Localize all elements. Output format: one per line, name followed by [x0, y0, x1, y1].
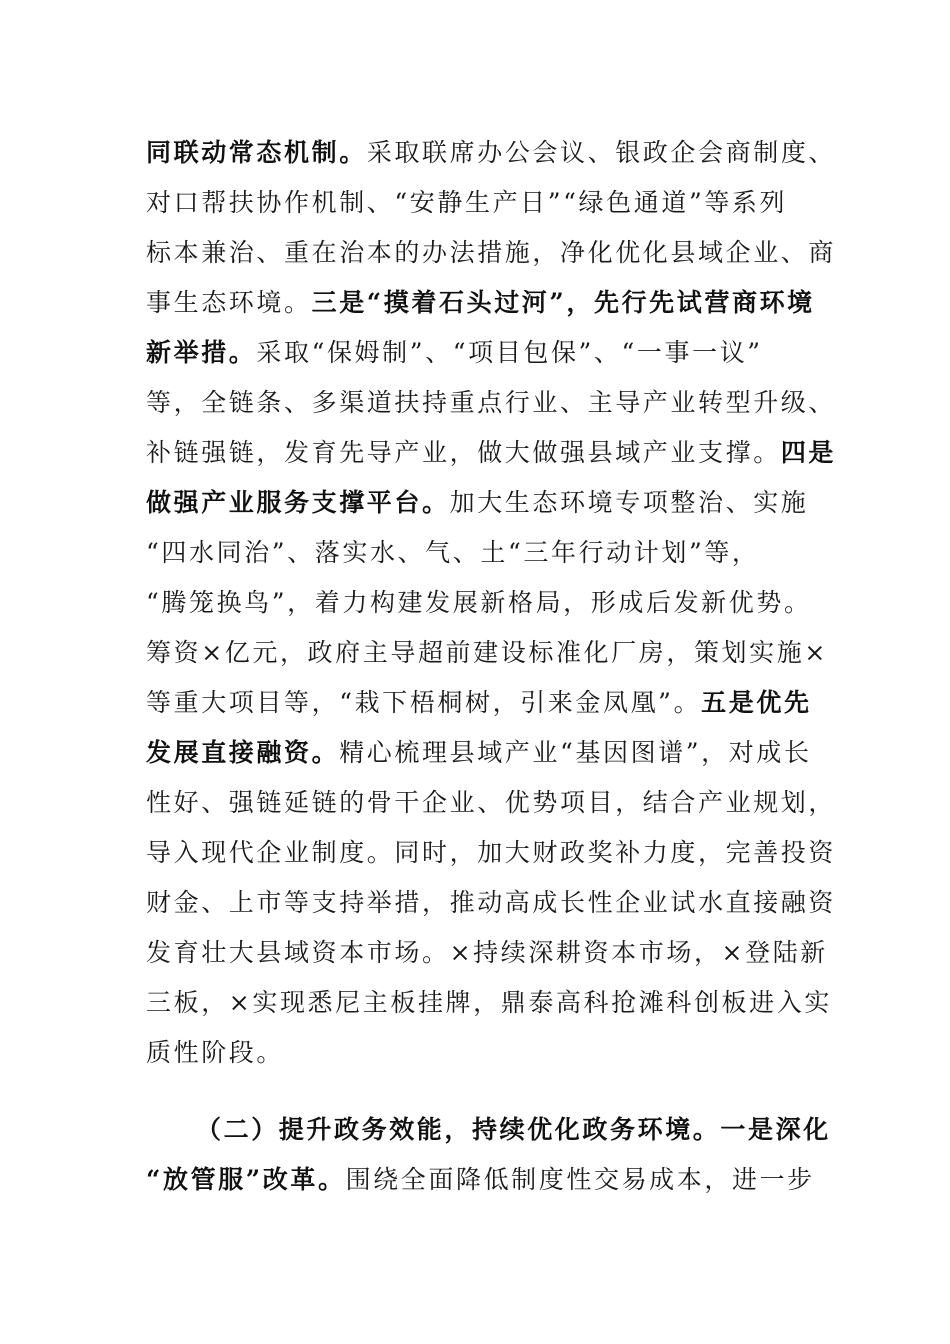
- text-run: 事生态环境。: [146, 288, 312, 317]
- text-run: 筹资×亿元，政府主导超前建设标准化厂房，策划实施×: [146, 638, 828, 667]
- text-line: [146, 928, 828, 978]
- text-line: [146, 578, 812, 628]
- text-run: 性好、强链延链的骨干企业、优势项目，结合产业规划，: [146, 788, 837, 817]
- text-line: [146, 1155, 815, 1205]
- text-run: 补链强链，发育先导产业，做大做强县域产业支撑。: [146, 438, 781, 467]
- text-line: [146, 178, 806, 228]
- body-text: [146, 128, 837, 1205]
- text-line: [146, 228, 837, 278]
- text-run: 三板，×实现悉尼主板挂牌，鼎泰高科抢滩科创板进入实: [146, 988, 832, 1017]
- text-run: “四水同治”、落实水、气、土“三年行动计划”等，: [146, 538, 760, 567]
- bold-text-run: 发展直接融资。: [146, 738, 340, 767]
- bold-text-run: 三是“摸着石头过河”，先行先试营商环境: [311, 288, 815, 317]
- bold-text-run: 同联动常态机制。: [146, 138, 367, 167]
- text-run: 等重大项目等，“栽下梧桐树，引来金凤凰”。: [146, 688, 702, 717]
- text-line: [146, 878, 837, 928]
- text-run: 质性阶段。: [146, 1038, 285, 1067]
- bold-text-run: 四是: [780, 438, 837, 467]
- text-run: 发育壮大县域资本市场。×持续深耕资本市场，×登陆新: [146, 938, 828, 967]
- text-line: [146, 628, 828, 678]
- text-line: [146, 678, 812, 728]
- bold-text-run: （二）提升政务效能，持续优化政务环境。一是深化: [196, 1115, 831, 1144]
- text-line: [146, 828, 837, 878]
- bold-text-run: 做强产业服务支撑平台。: [146, 488, 450, 517]
- text-run: 精心梳理县域产业“基因图谱”，对成长: [339, 738, 812, 767]
- text-line: [146, 1105, 831, 1155]
- text-line: [146, 1028, 806, 1078]
- text-run: 围绕全面降低制度性交易成本，进一步: [345, 1165, 815, 1194]
- text-line: [146, 428, 837, 478]
- text-line: [146, 478, 809, 528]
- bold-text-run: 五是优先: [701, 688, 812, 717]
- text-run: 采取“保姆制”、“项目包保”、“一事一议”: [256, 338, 763, 367]
- text-line: [146, 128, 837, 178]
- text-line: [146, 728, 812, 778]
- text-run: 对口帮扶协作机制、“安静生产日”“绿色通道”等系列: [146, 188, 788, 217]
- text-line: [146, 978, 832, 1028]
- bold-text-run: 新举措。: [146, 338, 257, 367]
- text-run: 等，全链条、多渠道扶持重点行业、主导产业转型升级、: [146, 388, 837, 417]
- text-line: [146, 328, 806, 378]
- text-line: [146, 278, 815, 328]
- text-line: [146, 528, 806, 578]
- text-run: 采取联席办公会议、银政企会商制度、: [366, 138, 837, 167]
- text-run: 标本兼治、重在治本的办法措施，净化优化县域企业、商: [146, 238, 837, 267]
- text-line: [146, 778, 837, 828]
- text-line: [146, 378, 837, 428]
- text-run: “腾笼换鸟”，着力构建发展新格局，形成后发新优势。: [146, 588, 812, 617]
- bold-text-run: “放管服”改革。: [146, 1165, 346, 1194]
- text-run: 加大生态环境专项整治、实施: [449, 488, 809, 517]
- text-run: 导入现代企业制度。同时，加大财政奖补力度，完善投资: [146, 838, 837, 867]
- text-run: 财金、上市等支持举措，推动高成长性企业试水直接融资: [146, 888, 837, 917]
